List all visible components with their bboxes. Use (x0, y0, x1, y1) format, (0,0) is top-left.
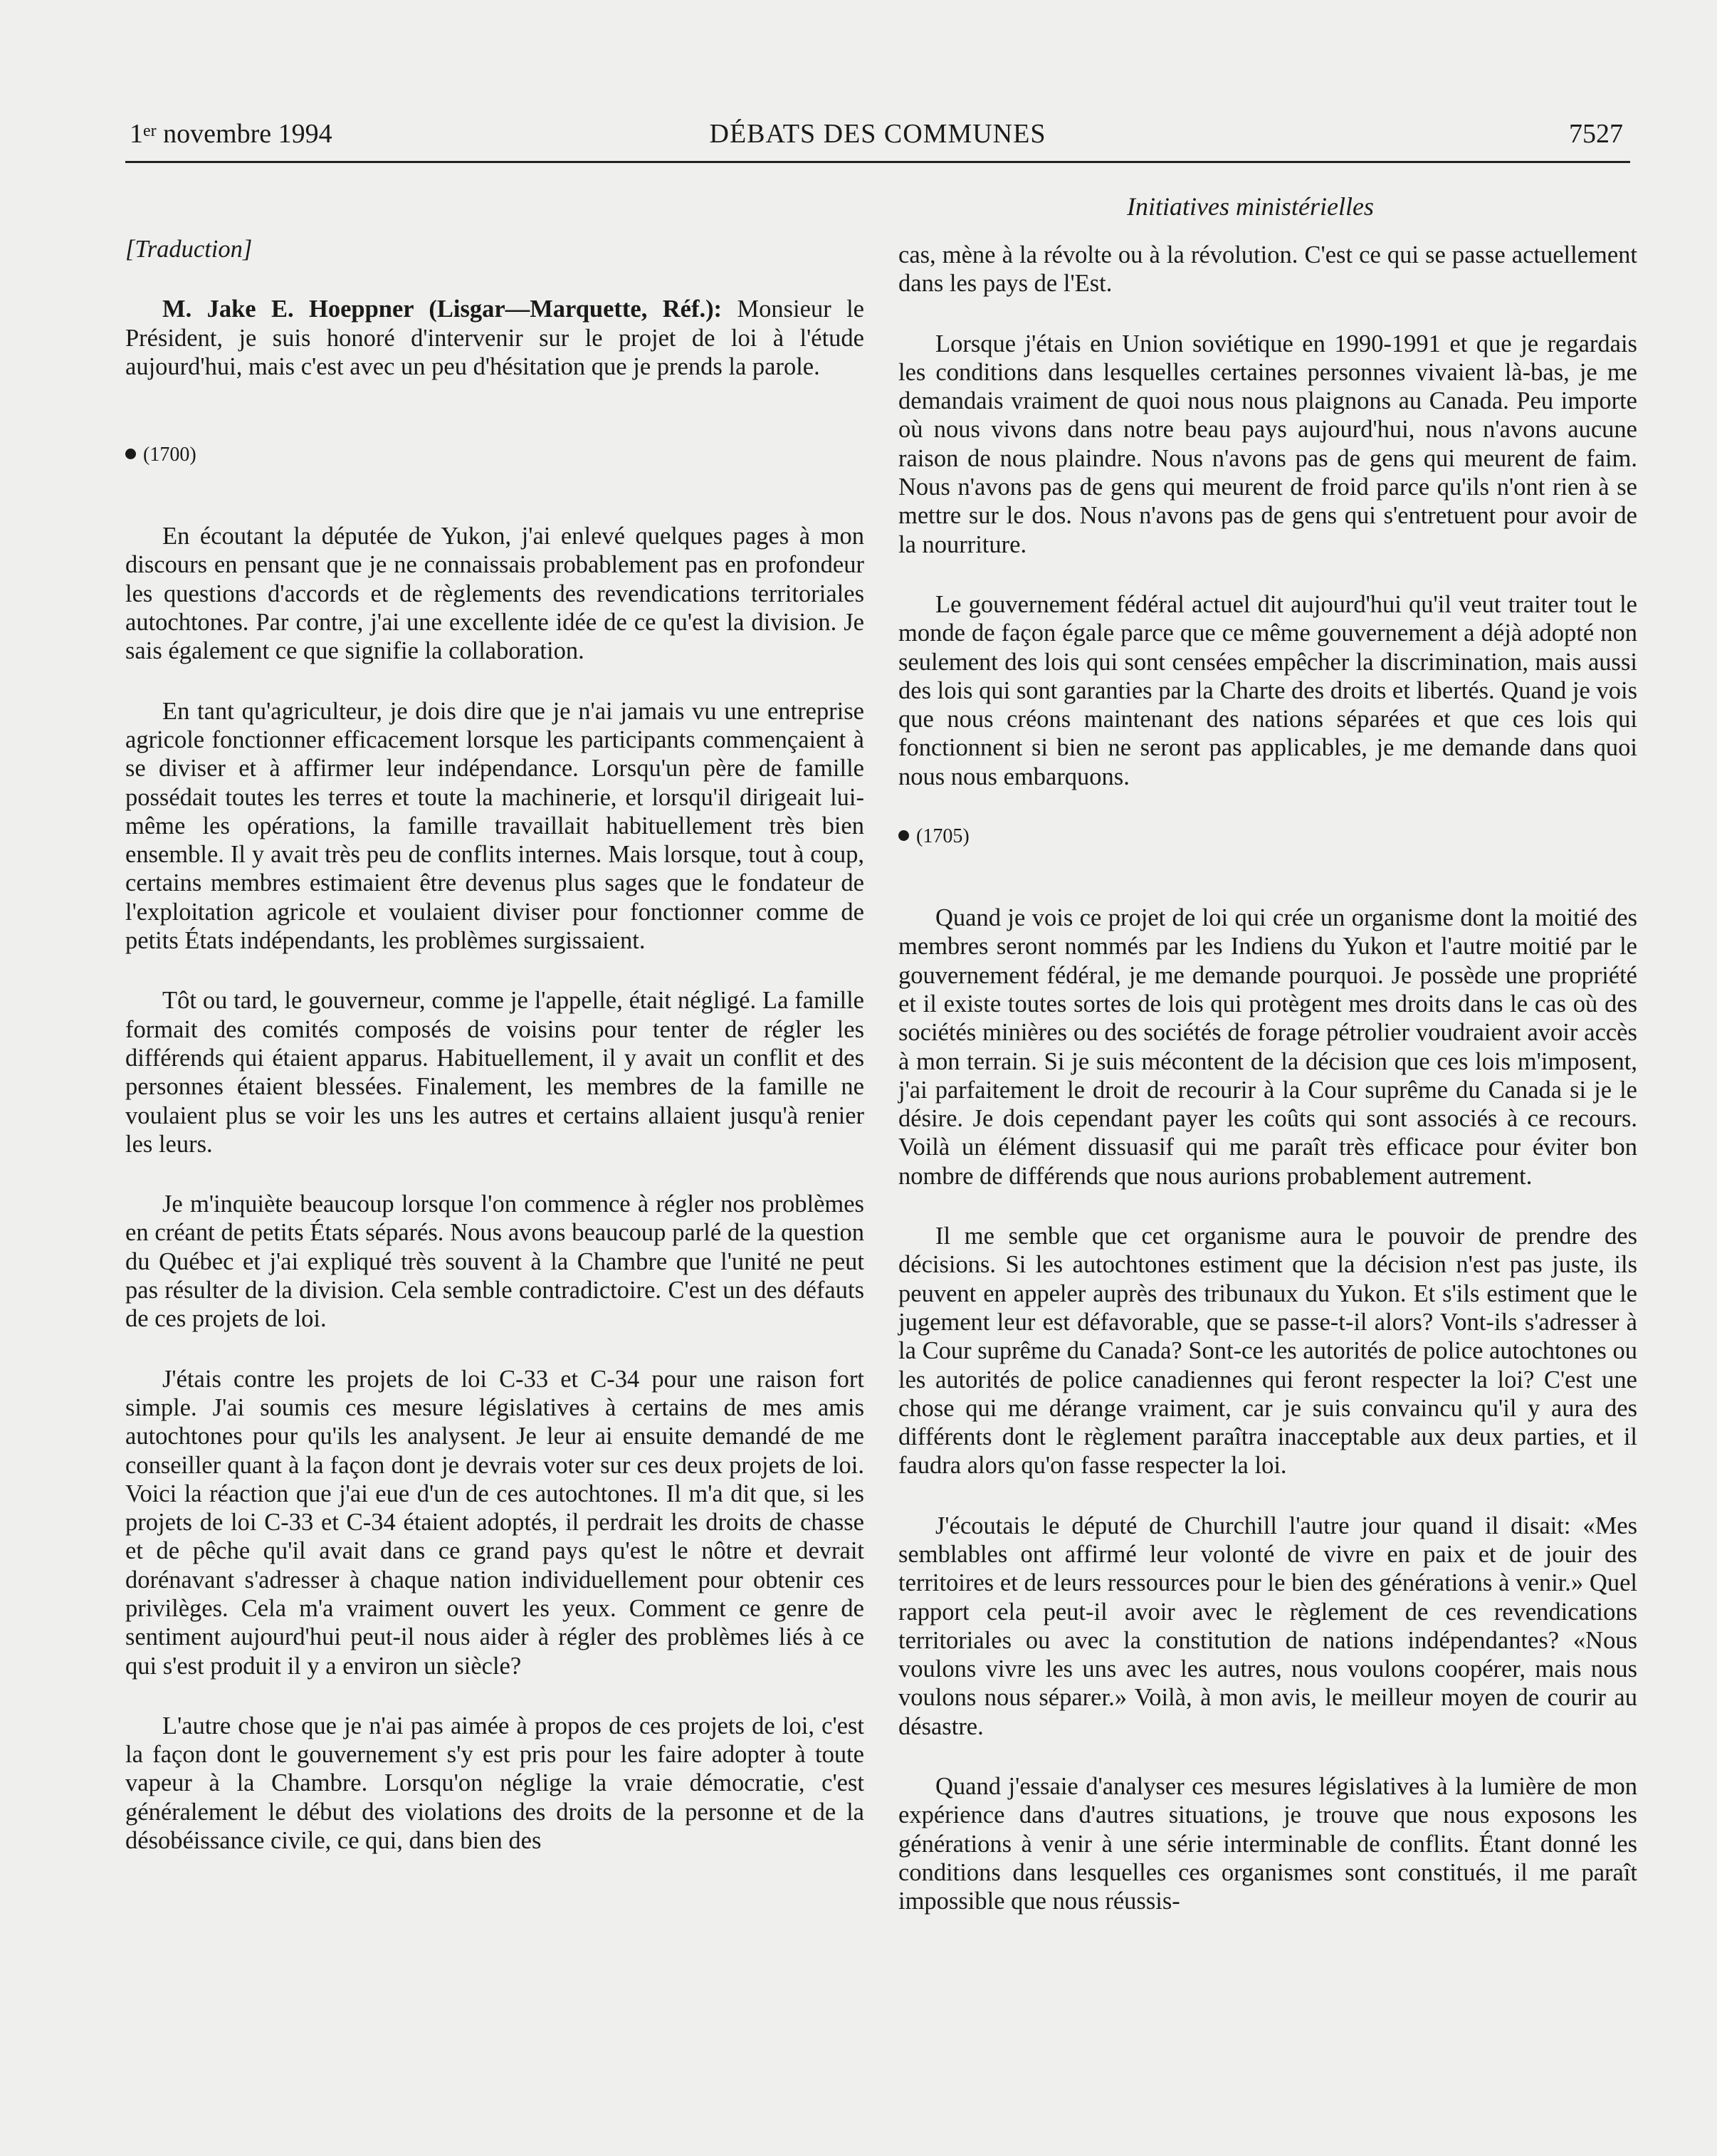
paragraph: Quand je vois ce projet de loi qui crée un organisme dont la moitié des membres seront nommés par les Indiens du Yukon et l'autre moitié par le gouvernement fédéral, je me demande pourquoi. Je possède une propriété et il existe toutes sortes de lois qui protègent mes droits dans le cas où des sociétés minières ou des sociétés de forage pétrolier voudraient avoir accès à mon terrain. Si je suis mécontent de la décision que ces lois m'imposent, j'ai parfaitement le droit de recourir à la Cour suprême du Canada si je le désire. Je dois cependant payer les coûts qui sont associés à ce recours. Voilà un élément dissuasif qui me paraît très efficace pour éviter bon nombre de différends que nous aurions probablement autrement. (898, 904, 1637, 1190)
bullet-icon (125, 449, 136, 459)
date-month-year: novembre 1994 (156, 119, 332, 149)
paragraph: Quand j'essaie d'analyser ces mesures législatives à la lumière de mon expérience dans d'autres situations, je trouve que nous exposons les générations à venir à une série interminable de conflits. Étant donné les conditions dans lesquelles ces organismes sont constitués, il me paraît impossible que nous réussis- (898, 1773, 1637, 1915)
continuation-paragraph: cas, mène à la révolte ou à la révolution. C'est ce qui se passe actuellement dans les pays de l'Est. (898, 241, 1637, 298)
left-column (125, 235, 864, 1886)
time-marker-text: (1705) (916, 825, 970, 848)
paragraph: J'étais contre les projets de loi C-33 et C-34 pour une raison fort simple. J'ai soumis ces mesure législatives à certains de mes amis autochtones pour qu'ils les analysent. Je leur ai ensuite demandé de me conseiller quant à la façon dont je devrais voter sur ces deux projets de loi. Voici la réaction que j'ai eue d'un de ces autochtones. Il m'a dit que, si les projets de loi C-33 et C-34 étaient adoptés, il perdrait les droits de chasse et de pêche qu'il avait dans ce grand pays qu'est le nôtre et devrait dorénavant s'adresser à chaque nation individuellement pour obtenir ces privilèges. Cela m'a vraiment ouvert les yeux. Comment ce genre de sentiment aujourd'hui peut-il nous aider à régler des problèmes liés à ce qui s'est produit il y a environ un siècle? (125, 1365, 864, 1680)
speaker-paragraph (125, 295, 864, 381)
paragraph: Il me semble que cet organisme aura le pouvoir de prendre des décisions. Si les autochtones estiment que la décision n'est pas juste, ils peuvent en appeler auprès des tribunaux du Yukon. Et s'ils estiment que le jugement leur est défavorable, que se passe-t-il alors? Vont-ils s'adresser à la Cour suprême du Canada? Sont-ce les autorités de police autochtones ou les autorités de police canadiennes qui feront respecter la loi? C'est une chose qui me dérange vraiment, car je suis convaincu qu'il y aura des différents dont le règlement paraîtra inacceptable aux deux parties, et il faudra alors qu'on fasse respecter la loi. (898, 1223, 1637, 1480)
date-day: 1 (130, 119, 143, 149)
paragraph: J'écoutais le député de Churchill l'autre jour quand il disait: «Mes semblables ont affirmé leur volonté de vivre en paix et de jouir des territoires et de leurs ressources pour le bien des générations à venir.» Quel rapport cela peut-il avoir avec le règlement de ces revendications territoriales ou avec la constitution de nations indépendantes? «Nous voulons vivre les uns avec les autres, nous voulons coopérer, mais nous voulons nous séparer.» Voilà, à mon avis, le meilleur moyen de courir au désastre. (898, 1512, 1637, 1740)
speaker-name: M. Jake E. Hoeppner (Lisgar—Marquette, Réf.): (162, 295, 723, 323)
page-number: 7527 (1569, 119, 1623, 149)
paragraph: Lorsque j'étais en Union soviétique en 1990-1991 et que je regardais les conditions dans lesquelles certaines personnes vivaient là-bas, je me demandais vraiment de quoi nous nous plaignons au Canada. Peu importe où nous vivons dans notre beau pays aujourd'hui, nous n'avons aucune raison de nous plaindre. Nous n'avons pas de gens qui meurent de faim. Nous n'avons pas de gens qui meurent de froid parce qu'ils n'ont rien à se mettre sur le dos. Nous n'avons pas de gens qui s'entretuent pour avoir de la nourriture. (898, 330, 1637, 558)
time-marker-text: (1700) (143, 444, 196, 466)
paragraph: Je m'inquiète beaucoup lorsque l'on commence à régler nos problèmes en créant de petits États séparés. Nous avons beaucoup parlé de la question du Québec et j'ai expliqué très souvent à la Chambre que l'unité ne peut pas résulter de la division. Cela semble contradictoire. C'est un des défauts de ces projets de loi. (125, 1190, 864, 1333)
speaker-opening: Monsieur le Président, je suis honoré d'intervenir sur le projet de loi à l'étude aujourd'hui, mais c'est avec un peu d'hésitation que je prends la parole. (125, 295, 864, 380)
bullet-icon (898, 830, 909, 841)
paragraph: En écoutant la députée de Yukon, j'ai enlevé quelques pages à mon discours en pensant que je ne connaissais probablement pas en profondeur les questions d'accords et de règlements des revendications territoriales autochtones. Par contre, j'ai une excellente idée de ce qu'est la division. Je sais également ce que signifie la collaboration. (125, 523, 864, 665)
paragraph: L'autre chose que je n'ai pas aimée à propos de ces projets de loi, c'est la façon dont le gouvernement s'y est pris pour les faire adopter à toute vapeur à la Chambre. Lorsqu'on néglige la vraie démocratie, c'est généralement le début des violations des droits de la personne et de la désobéissance civile, ce qui, dans bien des (125, 1712, 864, 1855)
time-marker (125, 441, 864, 469)
publication-title: DÉBATS DES COMMUNES (709, 119, 1046, 149)
time-marker (898, 822, 1637, 851)
paragraph: Le gouvernement fédéral actuel dit aujourd'hui qu'il veut traiter tout le monde de façon égale parce que ce même gouvernement a déjà adopté non seulement des lois qui sont censées empêcher la discrimination, mais aussi des lois qui sont garanties par la Charte des droits et libertés. Quand je vois que nous créons maintenant des nations séparées et que ces lois qui fonctionnent si bien ne seront pas applicables, je me demande dans quoi nous nous embarquons. (898, 590, 1637, 790)
traduction-note: [Traduction] (125, 236, 253, 263)
paragraph: En tant qu'agriculteur, je dois dire que je n'ai jamais vu une entreprise agricole fonctionner efficacement lorsque les participants commençaient à se diviser et à affirmer leur indépendance. Lorsqu'un père de famille possédait toutes les terres et toute la machinerie, et lorsqu'il dirigeait lui-même les opérations, la famille travaillait habituellement très bien ensemble. Il y avait très peu de conflits internes. Mais lorsque, tout à coup, certains membres estimaient être devenus plus sages que le fondateur de l'exploitation agricole et voulaient diviser pour fonctionner comme de petits États indépendants, les problèmes surgissaient. (125, 697, 864, 955)
right-column (898, 241, 1637, 1947)
date-suffix: er (143, 122, 157, 140)
section-label: Initiatives ministérielles (1127, 192, 1374, 221)
page-header (125, 114, 1630, 163)
paragraph: Tôt ou tard, le gouverneur, comme je l'appelle, était négligé. La famille formait des comités composés de voisins pour tenter de régler les différends qui étaient apparus. Habituellement, il y avait un conflit et des personnes étaient blessées. Finalement, les membres de la famille ne voulaient plus se voir les uns les autres et certains allaient jusqu'à renier les leurs. (125, 987, 864, 1158)
